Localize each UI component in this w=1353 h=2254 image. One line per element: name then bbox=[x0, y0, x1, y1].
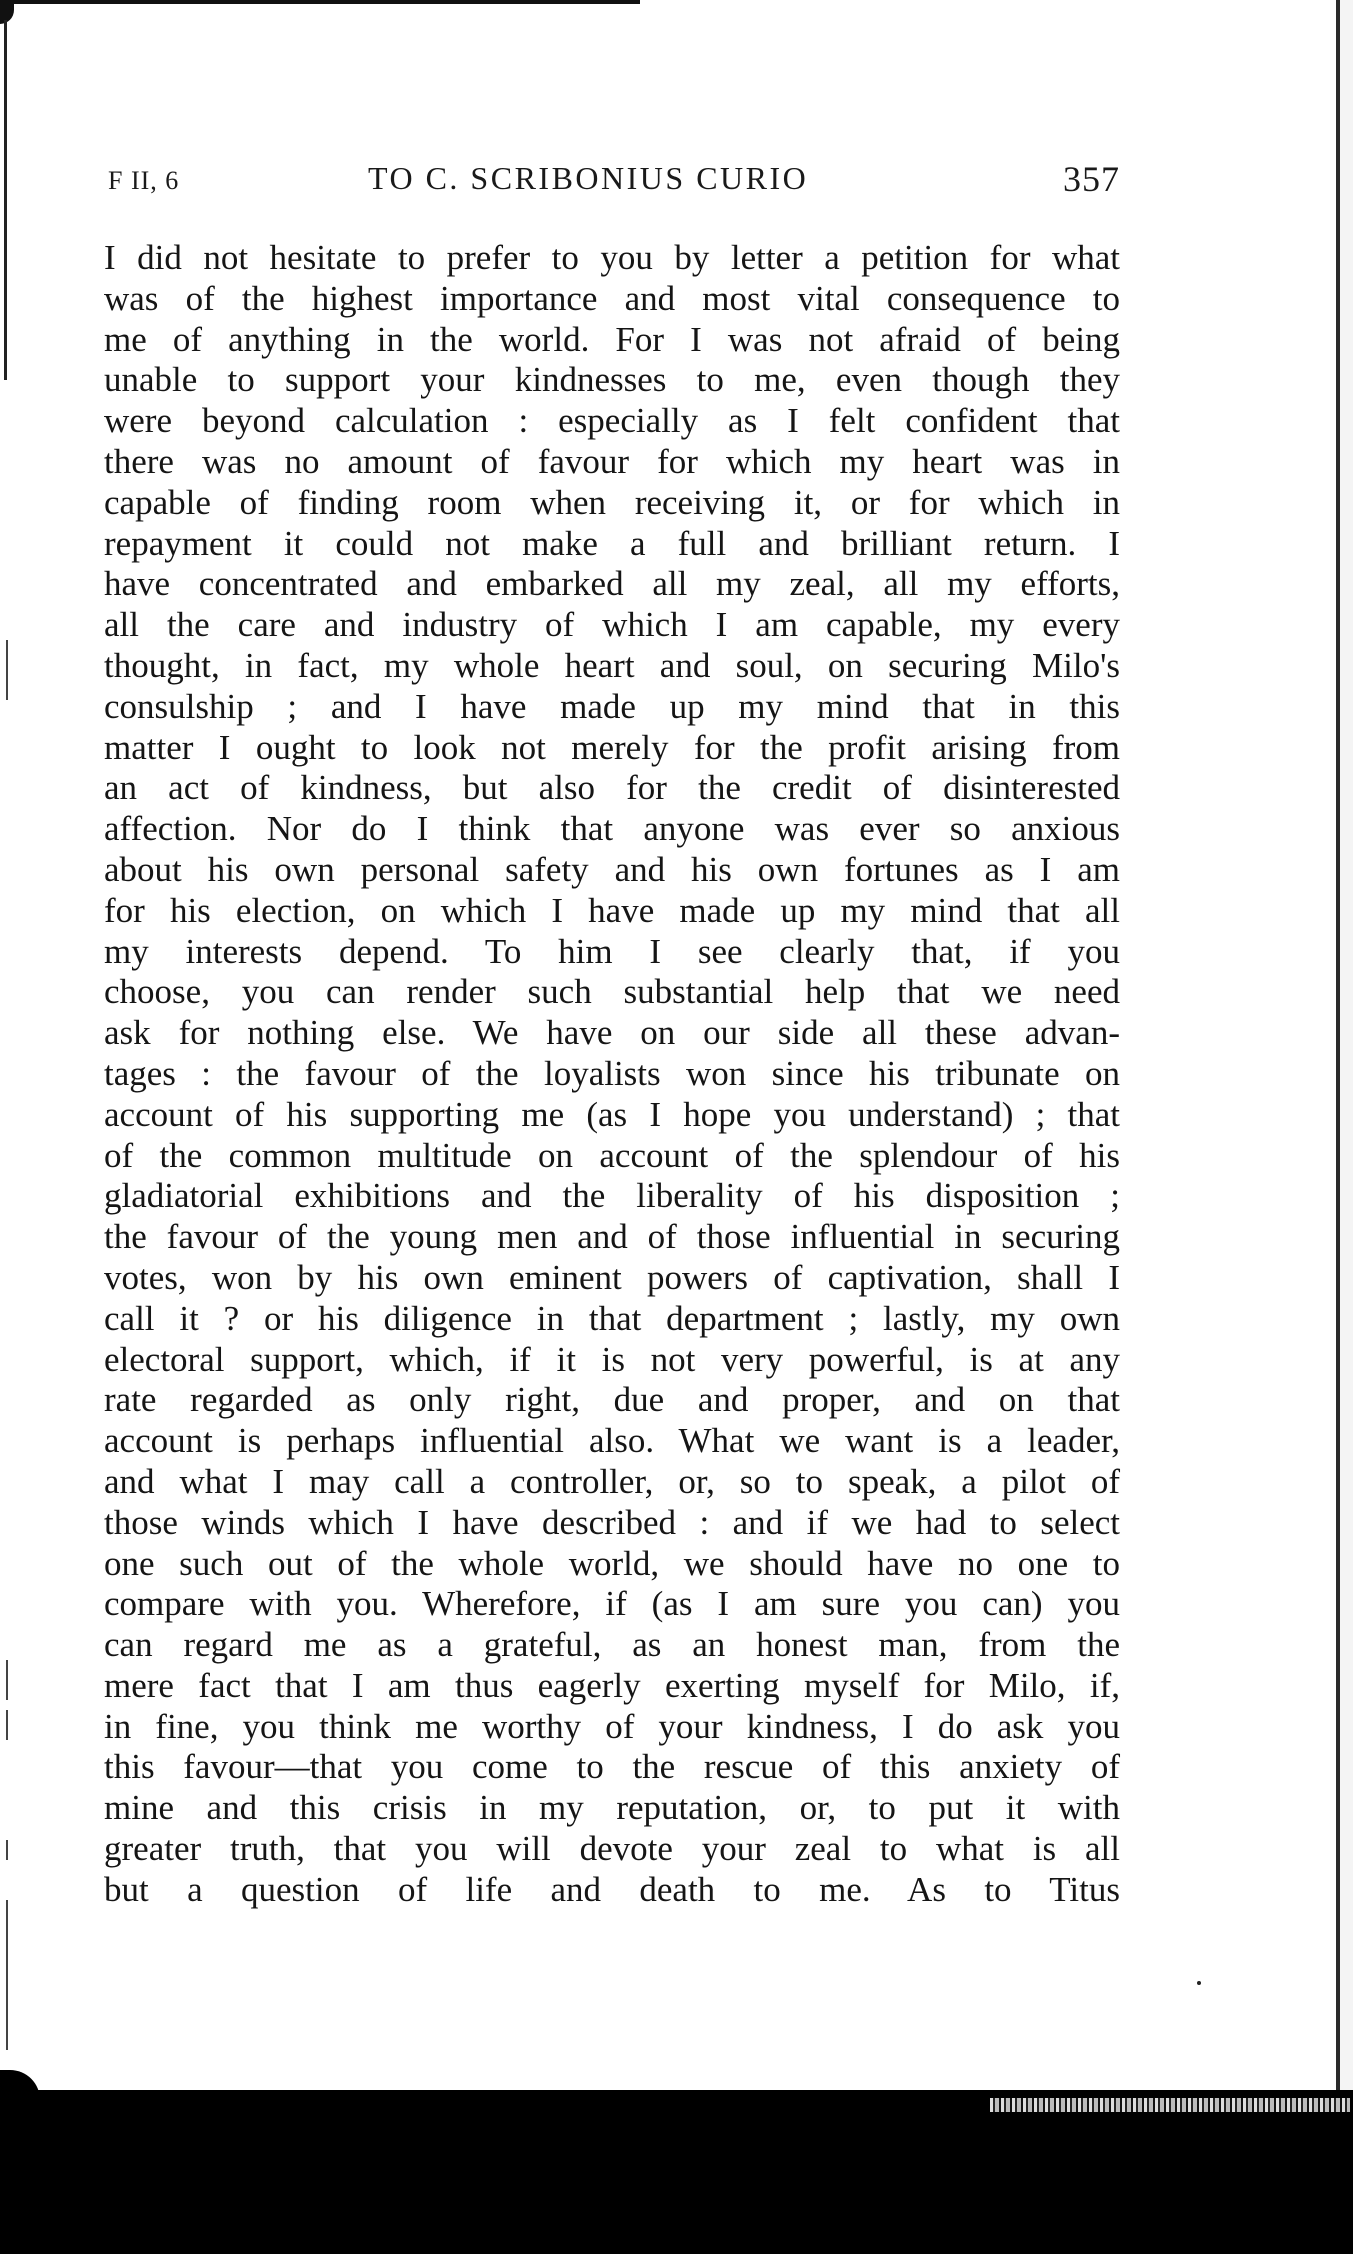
text-line: votes, won by his own eminent powers of captivation, shall I bbox=[104, 1257, 1120, 1297]
text-line: my interests depend. To him I see clearly that, if you bbox=[104, 931, 1120, 971]
running-header bbox=[108, 158, 1120, 204]
text-line: repayment it could not make a full and brilliant return. I bbox=[104, 523, 1120, 563]
scan-edge-bottom bbox=[0, 2090, 1353, 2254]
text-line: and what I may call a controller, or, so to speak, a pilot of bbox=[104, 1461, 1120, 1501]
text-line: I did not hesitate to prefer to you by letter a petition for what bbox=[104, 238, 1120, 277]
text-line: were beyond calculation : especially as I felt confident that bbox=[104, 401, 1120, 441]
page-number: 357 bbox=[1063, 159, 1120, 199]
text-line: mine and this crisis in my reputation, or, to put it with bbox=[104, 1788, 1120, 1828]
scan-edge-top bbox=[0, 0, 640, 4]
text-line: choose, you can render such substantial help that we need bbox=[104, 972, 1120, 1012]
text-line: tages : the favour of the loyalists won since his tribunate on bbox=[104, 1053, 1120, 1093]
scan-noise-bottom bbox=[990, 2098, 1350, 2112]
text-line: rate regarded as only right, due and proper, and on that bbox=[104, 1380, 1120, 1420]
text-line: those winds which I have described : and if we had to select bbox=[104, 1502, 1120, 1542]
letter-reference: F II, 6 bbox=[108, 166, 180, 195]
scan-corner-top-left bbox=[0, 4, 14, 24]
text-line: call it ? or his diligence in that department ; lastly, my own bbox=[104, 1298, 1120, 1338]
text-line: consulship ; and I have made up my mind that in this bbox=[104, 686, 1120, 726]
text-line: was of the highest importance and most vital consequence to bbox=[104, 278, 1120, 318]
text-line: account of his supporting me (as I hope you understand) ; that bbox=[104, 1094, 1120, 1134]
scan-mark-left bbox=[6, 1710, 8, 1740]
text-line: matter I ought to look not merely for the profit arising from bbox=[104, 727, 1120, 767]
scan-margin-right bbox=[1340, 0, 1353, 2090]
text-line: me of anything in the world. For I was not afraid of being bbox=[104, 319, 1120, 359]
text-line: but a question of life and death to me. As to Titus bbox=[104, 1869, 1120, 1909]
scan-speck bbox=[1197, 1981, 1201, 1985]
text-line: thought, in fact, my whole heart and soul, on securing Milo's bbox=[104, 645, 1120, 685]
text-line: one such out of the whole world, we should have no one to bbox=[104, 1543, 1120, 1583]
text-line: capable of finding room when receiving it, or for which in bbox=[104, 482, 1120, 522]
text-line: about his own personal safety and his own fortunes as I am bbox=[104, 849, 1120, 889]
scan-edge-left bbox=[4, 20, 7, 380]
page-title: TO C. SCRIBONIUS CURIO bbox=[368, 160, 809, 196]
scan-mark-left bbox=[6, 1900, 8, 2050]
text-line: all the care and industry of which I am capable, my every bbox=[104, 605, 1120, 645]
text-line: an act of kindness, but also for the credit of disinterested bbox=[104, 768, 1120, 808]
body-text bbox=[104, 238, 1120, 1911]
text-line: mere fact that I am thus eagerly exerting myself for Milo, if, bbox=[104, 1665, 1120, 1705]
text-line: there was no amount of favour for which my heart was in bbox=[104, 441, 1120, 481]
text-line: can regard me as a grateful, as an honest man, from the bbox=[104, 1625, 1120, 1665]
text-line: have concentrated and embarked all my zeal, all my efforts, bbox=[104, 564, 1120, 604]
text-line: compare with you. Wherefore, if (as I am sure you can) you bbox=[104, 1584, 1120, 1624]
text-line: the favour of the young men and of those influential in securing bbox=[104, 1217, 1120, 1257]
text-line: affection. Nor do I think that anyone was ever so anxious bbox=[104, 809, 1120, 849]
scan-mark-left bbox=[6, 1660, 8, 1700]
text-line: ask for nothing else. We have on our side all these advan- bbox=[104, 1013, 1120, 1053]
scan-edge-right bbox=[1336, 0, 1340, 2090]
text-line: this favour—that you come to the rescue of this anxiety of bbox=[104, 1747, 1120, 1787]
text-line: in fine, you think me worthy of your kindness, I do ask you bbox=[104, 1706, 1120, 1746]
text-line: unable to support your kindnesses to me, even though they bbox=[104, 360, 1120, 400]
text-line: of the common multitude on account of the splendour of his bbox=[104, 1135, 1120, 1175]
text-line: gladiatorial exhibitions and the liberality of his disposition ; bbox=[104, 1176, 1120, 1216]
text-line: account is perhaps influential also. What we want is a leader, bbox=[104, 1421, 1120, 1461]
scan-mark-left bbox=[6, 1840, 8, 1860]
text-line: for his election, on which I have made up my mind that all bbox=[104, 890, 1120, 930]
scan-mark-left bbox=[6, 640, 8, 700]
text-line: electoral support, which, if it is not very powerful, is at any bbox=[104, 1339, 1120, 1379]
text-line: greater truth, that you will devote your zeal to what is all bbox=[104, 1829, 1120, 1869]
